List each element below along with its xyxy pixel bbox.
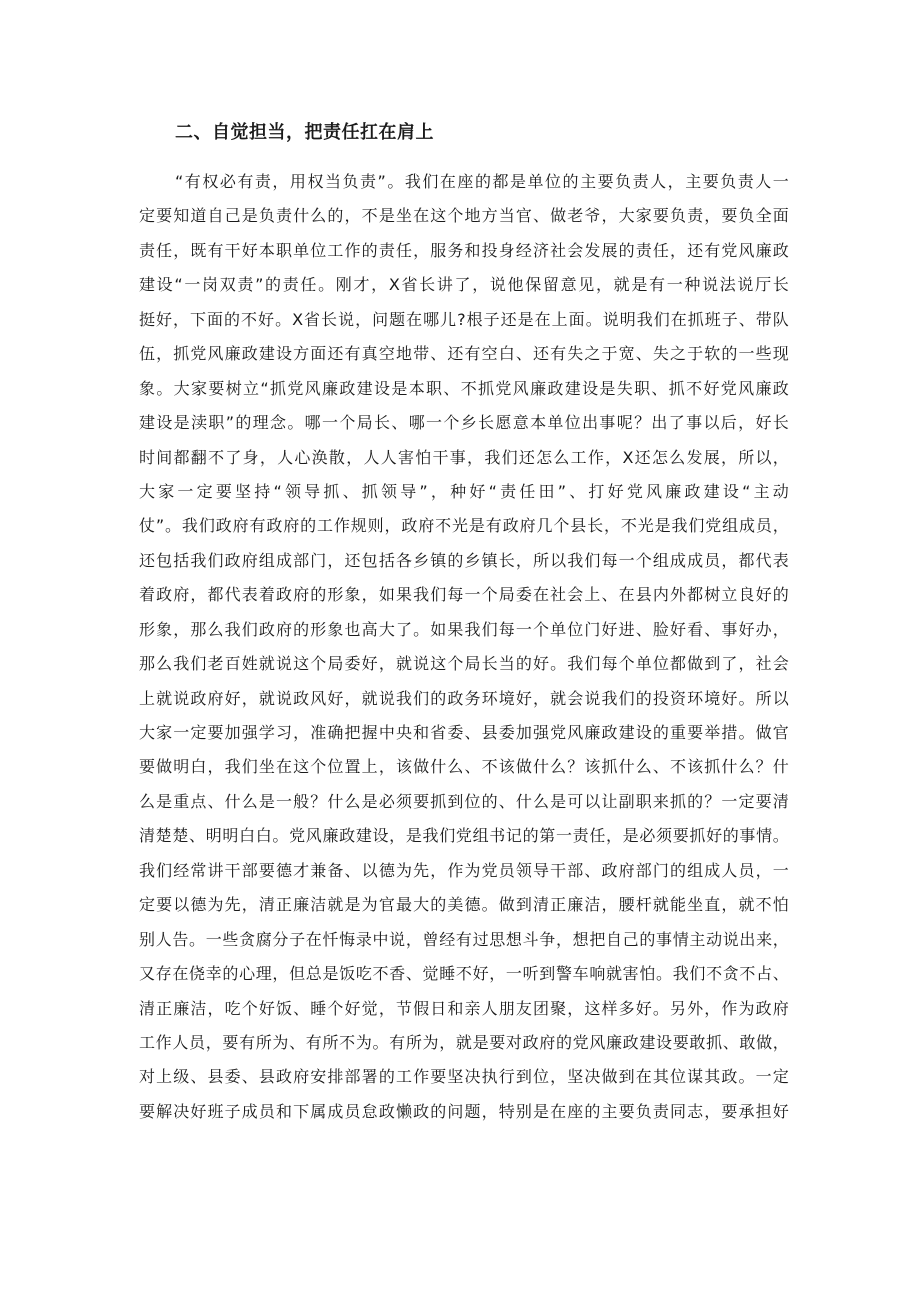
text-line: 还包括我们政府组成部门，还包括各乡镇的乡镇长，所以我们每一个组成成员，都代表 <box>139 550 789 570</box>
body-paragraph <box>139 165 789 1129</box>
text-line: 清正廉洁，吃个好饭、睡个好觉，节假日和亲人朋友团聚，这样多好。另外，作为政府 <box>139 998 789 1018</box>
text-line: 建设“一岗双责”的责任。刚才，X省长讲了，说他保留意见，就是有一种说法说厅长 <box>139 275 789 295</box>
text-line: 着政府，都代表着政府的形象，如果我们每一个局委在社会上、在县内外都树立良好的 <box>139 585 789 605</box>
text-line: 别人告。一些贪腐分子在忏悔录中说，曾经有过思想斗争，想把自己的事情主动说出来， <box>139 929 789 949</box>
text-line: 上就说政府好，就说政风好，就说我们的政务环境好，就会说我们的投资环境好。所以 <box>139 688 789 708</box>
text-line: 大家一定要加强学习，准确把握中央和省委、县委加强党风廉政建设的重要举措。做官 <box>139 723 789 742</box>
text-line: 清楚楚、明明白白。党风廉政建设，是我们党组书记的第一责任，是必须要抓好的事情。 <box>139 826 789 846</box>
text-line: 形象，那么我们政府的形象也高大了。如果我们每一个单位门好进、脸好看、事好办， <box>139 619 789 639</box>
text-line: 工作人员，要有所为、有所不为。有所为，就是要对政府的党风廉政建设要敢抓、敢做， <box>139 1032 789 1052</box>
text-line: 么是重点、什么是一般？什么是必须要抓到位的、什么是可以让副职来抓的？一定要清 <box>139 791 789 811</box>
text-line: 我们经常讲干部要德才兼备、以德为先，作为党员领导干部、政府部门的组成人员，一 <box>139 860 789 880</box>
text-line: 伍，抓党风廉政建设方面还有真空地带、还有空白、还有失之于宽、失之于软的一些现 <box>139 344 789 364</box>
text-line: 建设是渎职”的理念。哪一个局长、哪一个乡长愿意本单位出事呢？出了事以后，好长 <box>139 413 789 433</box>
text-line: 时间都翻不了身，人心涣散，人人害怕干事，我们还怎么工作，X还怎么发展，所以， <box>139 447 789 467</box>
text-line: 那么我们老百姓就说这个局委好，就说这个局长当的好。我们每个单位都做到了，社会 <box>139 654 789 674</box>
section-heading: 二、自觉担当，把责任扛在肩上 <box>175 122 434 143</box>
text-line: 要解决好班子成员和下属成员怠政懒政的问题，特别是在座的主要负责同志，要承担好 <box>139 1101 789 1121</box>
text-line: 定要知道自己是负责什么的，不是坐在这个地方当官、做老爷，大家要负责，要负全面 <box>139 206 789 226</box>
text-line: 象。大家要树立“抓党风廉政建设是本职、不抓党风廉政建设是失职、抓不好党风廉政 <box>139 378 789 398</box>
text-line: 责任，既有干好本职单位工作的责任，服务和投身经济社会发展的责任，还有党风廉政 <box>139 240 789 260</box>
text-line: 对上级、县委、县政府安排部署的工作要坚决执行到位，坚决做到在其位谋其政。一定 <box>139 1067 789 1087</box>
text-line: 挺好，下面的不好。X省长说，问题在哪儿?根子还是在上面。说明我们在抓班子、带队 <box>139 309 789 329</box>
text-line: 又存在侥幸的心理，但总是饭吃不香、觉睡不好，一听到警车响就害怕。我们不贪不占、 <box>139 964 789 984</box>
text-line: 定要以德为先，清正廉洁就是为官最大的美德。做到清正廉洁，腰杆就能坐直，就不怕 <box>139 895 789 915</box>
text-line: 要做明白，我们坐在这个位置上，该做什么、不该做什么？该抓什么、不该抓什么？什 <box>139 757 789 777</box>
text-line: 仗”。我们政府有政府的工作规则，政府不光是有政府几个县长，不光是我们党组成员， <box>139 516 789 536</box>
text-line: 大家一定要坚持“领导抓、抓领导”，种好“责任田”、打好党风廉政建设“主动 <box>139 481 789 501</box>
text-line: “有权必有责，用权当负责”。我们在座的都是单位的主要负责人，主要负责人一 <box>175 172 789 191</box>
